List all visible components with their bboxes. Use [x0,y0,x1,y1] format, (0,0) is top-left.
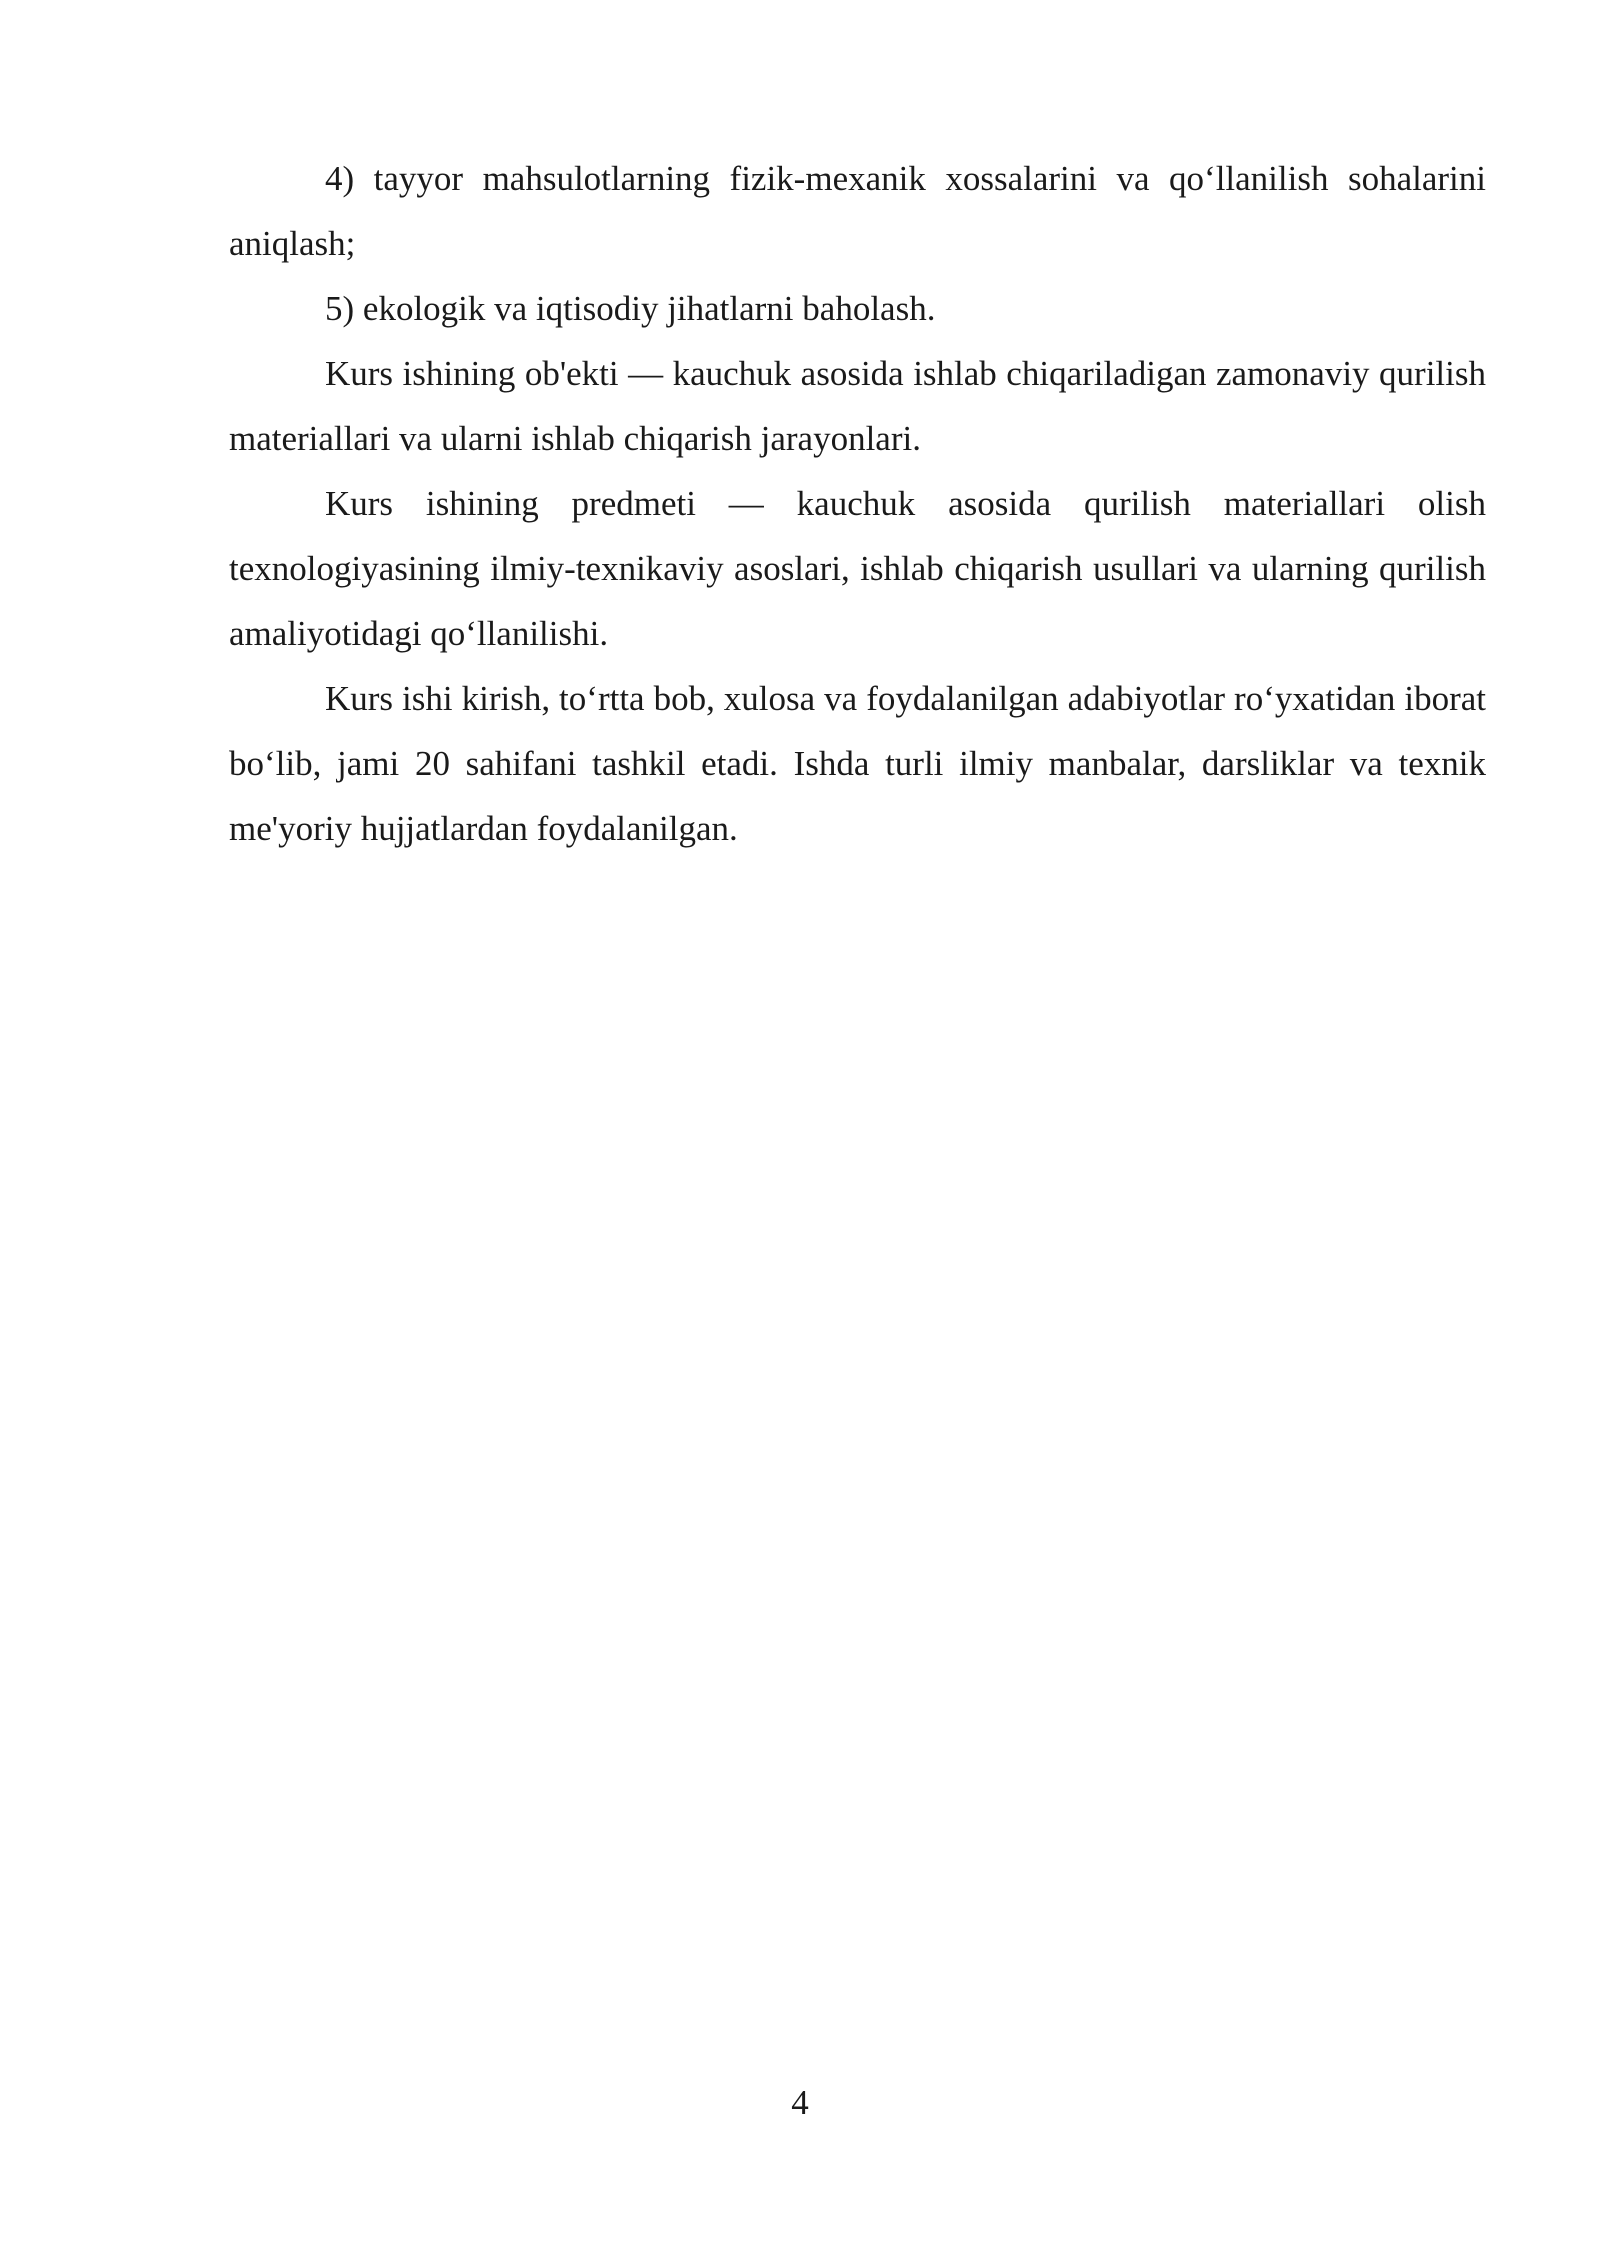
paragraph-item-4: 4) tayyor mahsulotlarning fizik-mexanik xossalarini va qo‘llanilish sohalarini aniqlash; [229,159,1486,263]
paragraph-object: Kurs ishining ob'ekti — kauchuk asosida ishlab chiqariladigan zamonaviy qurilish materiallari va ularni ishlab chiqarish jarayonlari. [229,354,1486,458]
paragraph-item-5: 5) ekologik va iqtisodiy jihatlarni baholash. [325,289,936,328]
page-number: 4 [791,2083,809,2122]
paragraph-subject: Kurs ishining predmeti — kauchuk asosida qurilish materiallari olish texnologiyasining ilmiy-texnikaviy asoslari, ishlab chiqarish usullari va ularning qurilish amaliyotidagi qo‘llanilishi. [229,484,1486,653]
document-body [229,146,1486,861]
paragraph-structure: Kurs ishi kirish, to‘rtta bob, xulosa va foydalanilgan adabiyotlar ro‘yxatidan iborat bo‘lib, jami 20 sahifani tashkil etadi. Ishda turli ilmiy manbalar, darsliklar va texnik me'yoriy hujjatlardan foydalanilgan. [229,679,1486,848]
